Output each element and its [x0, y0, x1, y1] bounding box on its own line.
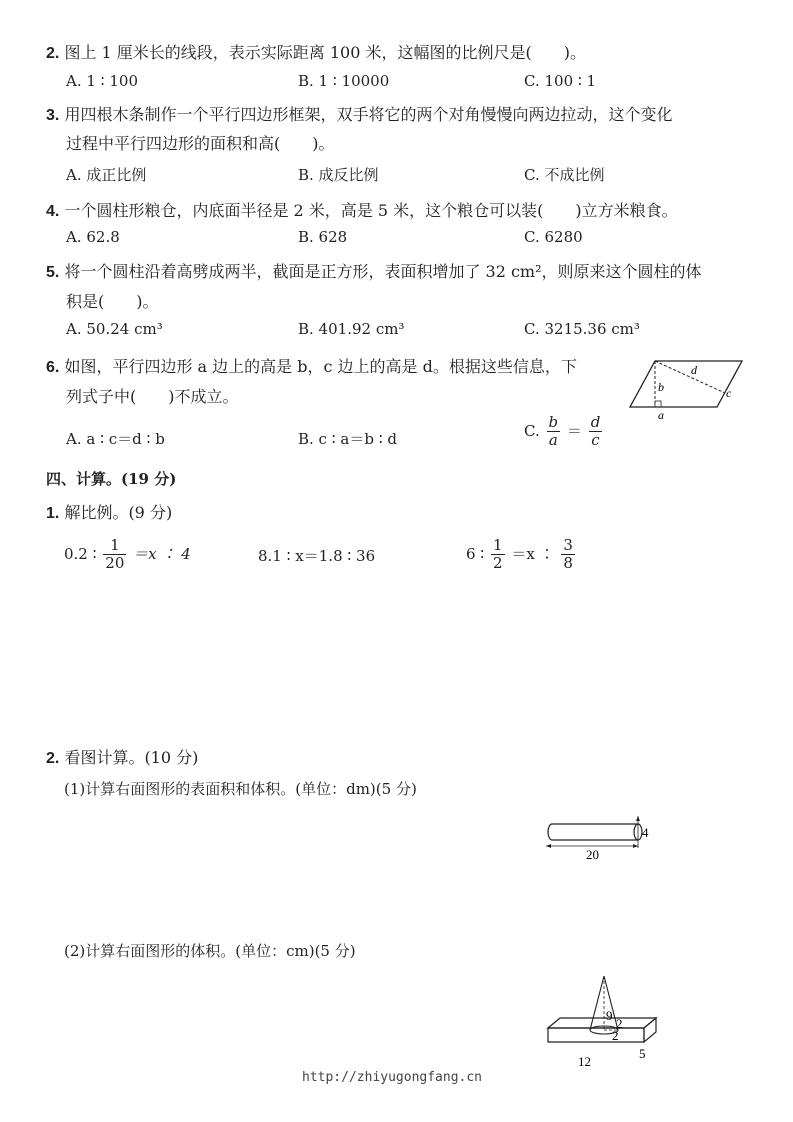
question-4 [46, 198, 678, 221]
equals-sign: ＝ [566, 421, 582, 440]
question-text: 将一个圆柱沿着高劈成两半，截面是正方形，表面积增加了 32 cm²，则原来这个圆柱的体 [64, 262, 702, 281]
block-front-face [548, 1028, 644, 1042]
eq-part: ＝x ∶ [511, 544, 560, 563]
denominator: a [548, 431, 558, 450]
question-3 [46, 102, 672, 125]
cylinder-left-end [548, 824, 552, 840]
subsection-text: 解比例。(9 分) [64, 503, 173, 522]
option-b: B. c ∶ a＝b ∶ d [298, 430, 397, 448]
denominator: 2 [492, 554, 503, 573]
cone-radius-label: 2 [616, 1016, 623, 1031]
arrow-right-icon [633, 844, 638, 848]
subsection-2-title [46, 745, 198, 768]
subsection-number: 1. [46, 505, 60, 522]
fraction [103, 537, 126, 573]
numerator: 1 [103, 537, 126, 555]
part-1-text: (1)计算右面图形的表面积和体积。(单位：dm)(5 分) [64, 780, 417, 798]
fraction-b-over-a [547, 414, 561, 450]
option-c [524, 414, 604, 450]
arrow-up-icon [636, 816, 640, 821]
subsection-number: 2. [46, 750, 60, 767]
option-c: C. 3215.36 cm³ [524, 320, 640, 338]
denominator: c [591, 431, 600, 450]
label-b: b [658, 380, 664, 394]
eq-part: 0.2 ∶ [64, 544, 102, 563]
height-d-line [655, 361, 725, 393]
question-text: 用四根木条制作一个平行四边形框架，双手将它的两个对角慢慢向两边拉动，这个变化 [64, 105, 673, 124]
denominator: 8 [563, 554, 573, 573]
footer-url: http://zhiyugongfang.cn [302, 1070, 483, 1085]
numerator: 3 [563, 536, 573, 554]
question-6 [46, 354, 577, 377]
block-length-label: 12 [578, 1054, 591, 1069]
option-c: C. 6280 [524, 228, 583, 246]
subsection-text: 看图计算。(10 分) [64, 748, 199, 767]
option-a: A. 62.8 [66, 228, 120, 246]
option-a: A. a ∶ c＝d ∶ b [66, 430, 165, 448]
option-c: C. 不成比例 [524, 166, 605, 184]
numerator: b [548, 413, 559, 431]
option-b: B. 401.92 cm³ [298, 320, 405, 338]
fraction-d-over-c [589, 414, 603, 450]
arrow-left-icon [546, 844, 551, 848]
equation-3 [466, 537, 577, 573]
block-height-label: 2 [612, 1028, 619, 1043]
block-side-face [644, 1018, 656, 1042]
option-b: B. 成反比例 [298, 166, 379, 184]
question-number: 4. [46, 203, 60, 220]
question-text: 如图，平行四边形 a 边上的高是 b，c 边上的高是 d。根据这些信息，下 [64, 357, 577, 376]
numerator: d [590, 413, 601, 431]
option-b: B. 628 [298, 228, 348, 246]
fraction [491, 537, 505, 573]
question-text-cont: 积是( )。 [66, 292, 159, 311]
label-a: a [658, 408, 664, 422]
option-c: C. 100 ∶ 1 [524, 72, 597, 90]
option-a: A. 50.24 cm³ [66, 320, 163, 338]
denominator: 20 [105, 554, 125, 573]
cylinder-figure [540, 808, 660, 868]
part-2-text: (2)计算右面图形的体积。(单位：cm)(5 分) [64, 942, 356, 960]
question-number: 6. [46, 359, 60, 376]
question-5 [46, 259, 702, 282]
subsection-1-title [46, 500, 172, 523]
option-a: A. 1 ∶ 100 [66, 72, 138, 90]
question-number: 3. [46, 107, 60, 124]
question-text-cont: 过程中平行四边形的面积和高( )。 [66, 134, 335, 153]
option-c-label: C. [524, 421, 540, 440]
label-d: d [691, 363, 697, 377]
question-number: 5. [46, 264, 60, 281]
eq-part: 6 ∶ [466, 544, 489, 563]
fraction [561, 537, 575, 573]
option-a: A. 成正比例 [66, 166, 147, 184]
numerator: 1 [492, 536, 503, 554]
option-b: B. 1 ∶ 10000 [298, 72, 390, 90]
length-label: 20 [586, 847, 599, 862]
question-text-cont: 列式子中( )不成立。 [66, 387, 239, 406]
question-2 [46, 40, 586, 63]
right-angle-mark [655, 401, 661, 407]
question-text: 一个圆柱形粮仓，内底面半径是 2 米，高是 5 米，这个粮仓可以装( )立方米粮食。 [64, 201, 678, 220]
question-text: 图上 1 厘米长的线段，表示实际距离 100 米，这幅图的比例尺是( )。 [64, 43, 586, 62]
block-width-label: 5 [639, 1046, 646, 1061]
parallelogram-figure [625, 355, 745, 423]
question-number: 2. [46, 45, 60, 62]
parallelogram-shape [630, 361, 742, 407]
equation-1 [64, 537, 191, 573]
cone-height-label: 9 [606, 1008, 613, 1023]
label-c: c [726, 386, 732, 400]
cone-on-block-figure [540, 972, 670, 1070]
section-title: 四、计算。(19 分) [46, 470, 177, 488]
diameter-label: 4 [642, 825, 649, 840]
eq-part: ＝x ∶ 4 [133, 544, 191, 563]
equation-2: 8.1 ∶ x＝1.8 ∶ 36 [258, 547, 376, 565]
cone-left-edge [590, 976, 604, 1030]
